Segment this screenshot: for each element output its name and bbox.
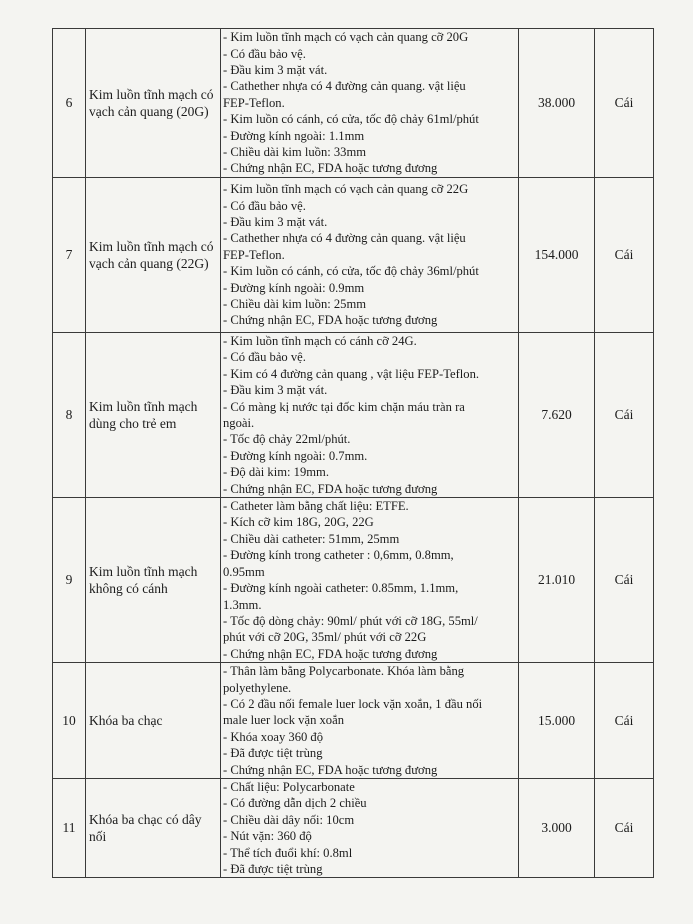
spec-line: - Đã được tiệt trùng bbox=[223, 862, 323, 876]
row-number: 7 bbox=[53, 178, 86, 333]
unit-of-measure: Cái bbox=[595, 663, 654, 779]
table-row bbox=[53, 498, 654, 663]
unit-of-measure: Cái bbox=[595, 778, 654, 877]
item-specs bbox=[221, 663, 519, 779]
spec-line: - Nút vặn: 360 độ bbox=[223, 829, 312, 844]
spec-line: - Độ dài kim: 19mm. bbox=[223, 465, 329, 480]
spec-line: - Chiều dài kim luồn: 25mm bbox=[223, 297, 367, 312]
item-name: Khóa ba chạc bbox=[86, 663, 221, 779]
spec-line: 1.3mm. bbox=[223, 597, 262, 612]
spec-line: - Chứng nhận EC, FDA hoặc tương đương bbox=[223, 161, 438, 176]
spec-line: - Có 2 đầu nối female luer lock vặn xoắn, 1 đầu nối bbox=[223, 696, 483, 711]
table-row bbox=[53, 178, 654, 333]
spec-line: - Có đầu bảo vệ. bbox=[223, 350, 306, 365]
spec-line: - Kim luồn tĩnh mạch có cánh cỡ 24G. bbox=[223, 334, 417, 348]
unit-of-measure: Cái bbox=[595, 29, 654, 178]
spec-line: - Đường kính ngoài: 1.1mm bbox=[223, 128, 365, 143]
spec-line: - Kích cỡ kim 18G, 20G, 22G bbox=[223, 515, 374, 530]
spec-line: - Đường kính trong catheter : 0,6mm, 0.8mm, bbox=[223, 548, 454, 563]
spec-line: - Tốc độ chảy 22ml/phút. bbox=[223, 432, 351, 447]
item-specs bbox=[221, 778, 519, 877]
spec-line: - Catheter làm bằng chất liệu: ETFE. bbox=[223, 499, 409, 514]
spec-line: - Đường kính ngoài: 0.7mm. bbox=[223, 448, 368, 463]
spec-line: - Tốc độ dòng chảy: 90ml/ phút với cỡ 18G, 55ml/ bbox=[223, 613, 478, 628]
spec-line: FEP-Teflon. bbox=[223, 247, 285, 262]
row-number: 6 bbox=[53, 29, 86, 178]
spec-line: - Đầu kim 3 mặt vát. bbox=[223, 62, 328, 77]
spec-line: - Có đầu bảo vệ. bbox=[223, 198, 306, 213]
unit-price: 3.000 bbox=[519, 778, 595, 877]
item-specs bbox=[221, 333, 519, 498]
table-row bbox=[53, 29, 654, 178]
unit-price: 7.620 bbox=[519, 333, 595, 498]
table-row bbox=[53, 778, 654, 877]
spec-line: - Cathether nhựa có 4 đường cản quang. vật liệu bbox=[223, 79, 466, 94]
row-number: 8 bbox=[53, 333, 86, 498]
spec-line: - Có đường dẫn dịch 2 chiều bbox=[223, 796, 367, 811]
spec-line: - Chứng nhận EC, FDA hoặc tương đương bbox=[223, 481, 438, 496]
item-specs bbox=[221, 29, 519, 178]
spec-line: - Thể tích đuổi khí: 0.8ml bbox=[223, 845, 353, 860]
spec-line: - Cathether nhựa có 4 đường cản quang. vật liệu bbox=[223, 231, 466, 246]
unit-of-measure: Cái bbox=[595, 498, 654, 663]
item-name: Khóa ba chạc có dây nối bbox=[86, 778, 221, 877]
unit-price: 21.010 bbox=[519, 498, 595, 663]
spec-line: - Thân làm bằng Polycarbonate. Khóa làm bằng bbox=[223, 664, 465, 679]
unit-price: 38.000 bbox=[519, 29, 595, 178]
spec-line: - Chứng nhận EC, FDA hoặc tương đương bbox=[223, 762, 438, 777]
spec-line: - Chiều dài kim luồn: 33mm bbox=[223, 145, 367, 160]
spec-line: - Kim luồn có cánh, có cửa, tốc độ chảy 61ml/phút bbox=[223, 112, 479, 127]
spec-line: male luer lock vặn xoắn bbox=[223, 713, 344, 728]
row-number: 11 bbox=[53, 778, 86, 877]
spec-line: - Đường kính ngoài: 0.9mm bbox=[223, 280, 365, 295]
unit-of-measure: Cái bbox=[595, 333, 654, 498]
spec-line: polyethylene. bbox=[223, 680, 292, 695]
spec-line: 0.95mm bbox=[223, 564, 265, 579]
spec-line: ngoài. bbox=[223, 416, 255, 431]
table-row bbox=[53, 333, 654, 498]
spec-line: - Có màng kị nước tại đốc kim chặn máu tràn ra bbox=[223, 399, 465, 414]
row-number: 10 bbox=[53, 663, 86, 779]
spec-line: - Đầu kim 3 mặt vát. bbox=[223, 383, 328, 398]
item-name: Kim luồn tĩnh mạch có vạch cản quang (22G) bbox=[86, 178, 221, 333]
item-name: Kim luồn tĩnh mạch dùng cho trẻ em bbox=[86, 333, 221, 498]
spec-line: - Chất liệu: Polycarbonate bbox=[223, 779, 355, 794]
spec-line: - Chứng nhận EC, FDA hoặc tương đương bbox=[223, 646, 438, 661]
spec-line: - Kim có 4 đường cản quang , vật liệu FEP-Teflon. bbox=[223, 366, 480, 381]
spec-line: - Kim luồn tĩnh mạch có vạch cản quang cỡ 22G bbox=[223, 182, 469, 197]
spec-line: - Chiều dài dây nối: 10cm bbox=[223, 812, 355, 827]
item-specs bbox=[221, 178, 519, 333]
item-name: Kim luồn tĩnh mạch có vạch cản quang (20G) bbox=[86, 29, 221, 178]
table-row bbox=[53, 663, 654, 779]
product-spec-table bbox=[52, 28, 654, 878]
spec-line: - Chiều dài catheter: 51mm, 25mm bbox=[223, 531, 400, 546]
unit-price: 15.000 bbox=[519, 663, 595, 779]
item-specs bbox=[221, 498, 519, 663]
spec-line: - Đã được tiệt trùng bbox=[223, 746, 323, 761]
spec-line: - Kim luồn tĩnh mạch có vạch cản quang cỡ 20G bbox=[223, 30, 469, 45]
spec-line: - Kim luồn có cánh, có cửa, tốc độ chảy 36ml/phút bbox=[223, 264, 479, 279]
row-number: 9 bbox=[53, 498, 86, 663]
spec-line: - Đầu kim 3 mặt vát. bbox=[223, 214, 328, 229]
spec-line: - Có đầu bảo vệ. bbox=[223, 46, 306, 61]
spec-line: phút với cỡ 20G, 35ml/ phút với cỡ 22G bbox=[223, 630, 427, 645]
unit-of-measure: Cái bbox=[595, 178, 654, 333]
unit-price: 154.000 bbox=[519, 178, 595, 333]
spec-line: - Khóa xoay 360 độ bbox=[223, 729, 324, 744]
item-name: Kim luồn tĩnh mạch không có cánh bbox=[86, 498, 221, 663]
spec-line: - Chứng nhận EC, FDA hoặc tương đương bbox=[223, 313, 438, 328]
spec-line: - Đường kính ngoài catheter: 0.85mm, 1.1mm, bbox=[223, 581, 459, 596]
spec-line: FEP-Teflon. bbox=[223, 95, 285, 110]
